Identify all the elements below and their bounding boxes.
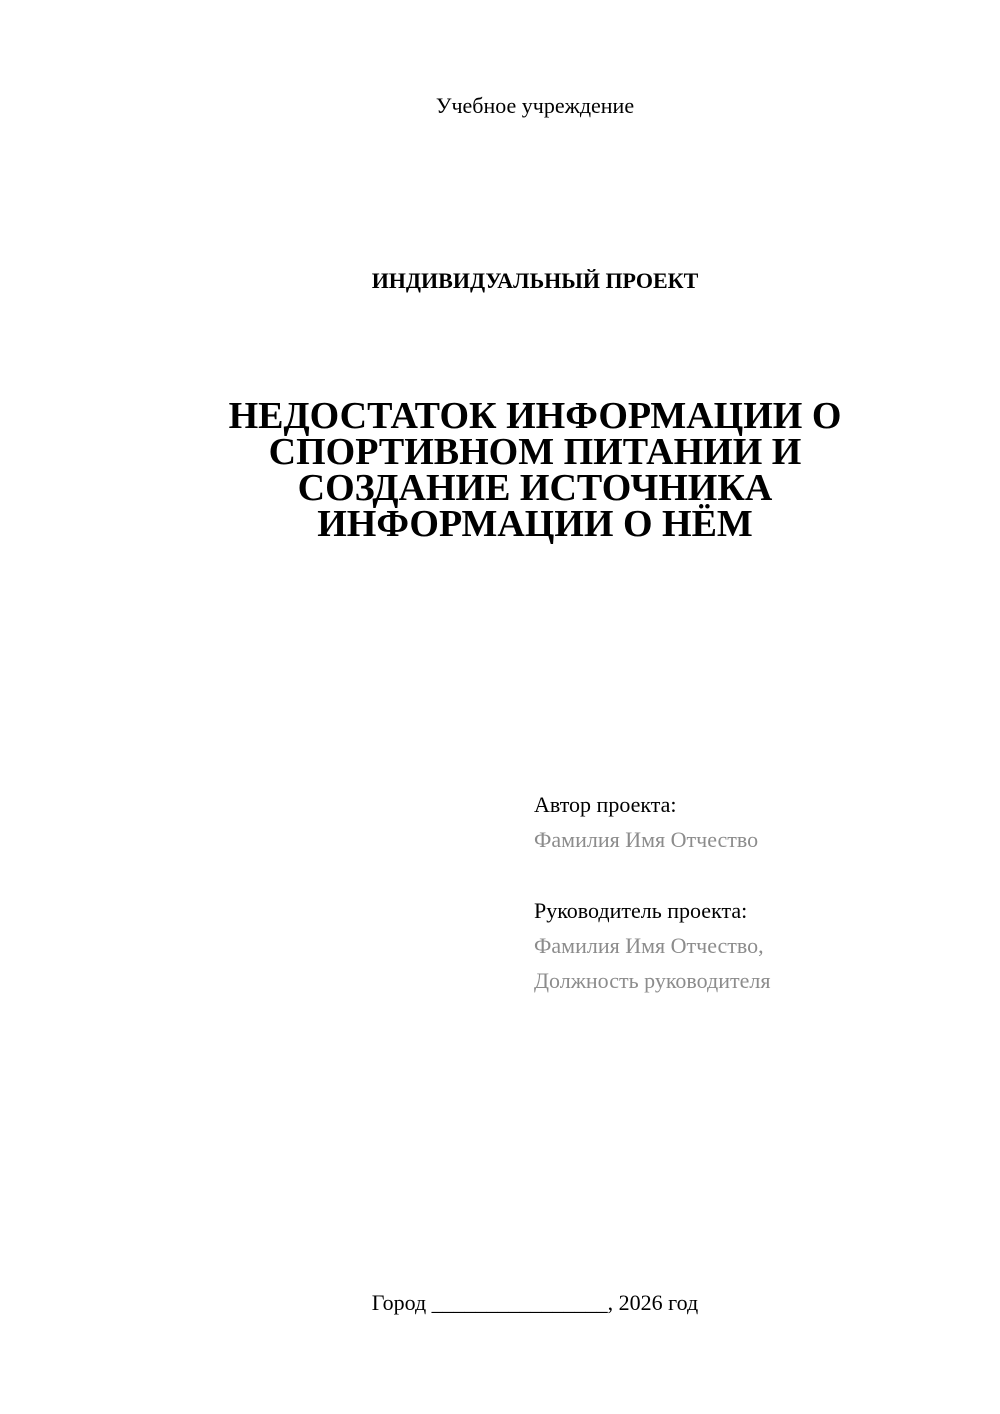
- supervisor-block: [534, 893, 770, 998]
- author-label: Автор проекта:: [534, 792, 677, 817]
- supervisor-name: Фамилия Имя Отчество,: [534, 933, 764, 958]
- author-block: [534, 787, 758, 857]
- author-name: Фамилия Имя Отчество: [534, 827, 759, 852]
- project-type-heading: ИНДИВИДУАЛЬНЫЙ ПРОЕКТ: [371, 268, 699, 293]
- supervisor-label: Руководитель проекта:: [534, 898, 748, 923]
- project-title-line: НЕДОСТАТОК ИНФОРМАЦИИ О: [228, 395, 842, 437]
- institution-name: Учебное учреждение: [435, 93, 635, 118]
- project-title-line: СПОРТИВНОМ ПИТАНИИ И: [268, 431, 802, 473]
- project-title-line: ИНФОРМАЦИИ О НЁМ: [317, 503, 753, 545]
- project-title-line: СОЗДАНИЕ ИСТОЧНИКА: [297, 467, 773, 509]
- supervisor-position: Должность руководителя: [534, 968, 771, 993]
- project-title: [180, 395, 890, 545]
- city-year-line: Город ________________, 2026 год: [371, 1290, 699, 1315]
